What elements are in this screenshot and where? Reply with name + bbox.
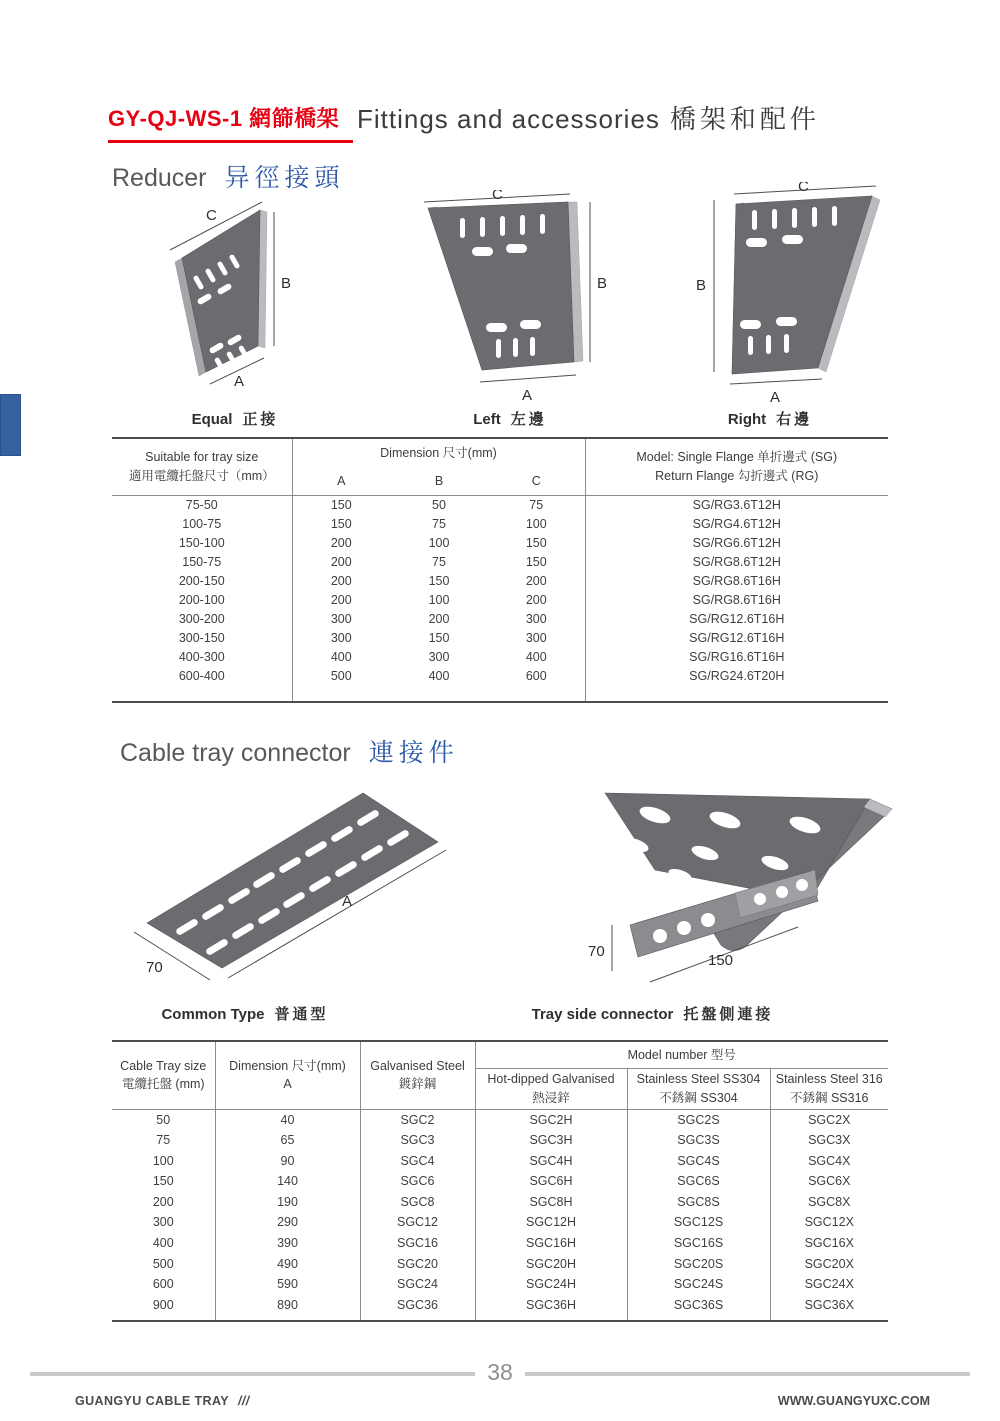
table-cell: 600-400 xyxy=(178,669,225,683)
table-cell: 490 xyxy=(215,1254,360,1275)
table-cell: 400 xyxy=(152,1236,174,1251)
table-cell: SG/RG3.6T12H xyxy=(585,496,888,516)
dim-label-length: 150 xyxy=(708,952,734,969)
table-cell: SG/RG8.6T16H xyxy=(585,572,888,591)
table-cell: 400-300 xyxy=(178,650,225,664)
table-cell: 200 xyxy=(292,534,390,553)
table-cell: SGC8X xyxy=(770,1192,888,1213)
footer-brand-marks: /// xyxy=(237,1394,250,1408)
table-cell: SGC20X xyxy=(770,1254,888,1275)
table-cell: SG/RG16.6T16H xyxy=(585,648,888,667)
connector-col3-header: Galvanised Steel 鍍鋅鋼 xyxy=(360,1041,475,1109)
connector-section-heading xyxy=(120,733,459,769)
table-cell: SGC36 xyxy=(360,1295,475,1322)
table-cell: SGC3 xyxy=(360,1130,475,1151)
caption-equal: Equal 正接 xyxy=(191,411,279,428)
table-cell: 600 xyxy=(525,669,547,683)
table-cell: 400 xyxy=(525,650,547,664)
table-cell: 150 xyxy=(428,631,450,645)
footer-brand: GUANGYU CABLE TRAY /// xyxy=(75,1394,250,1408)
table-cell: 300 xyxy=(525,631,547,645)
table-cell: 150 xyxy=(525,536,547,550)
table-cell: 400 xyxy=(292,648,390,667)
table-cell: 290 xyxy=(215,1212,360,1233)
connector-side-figure xyxy=(560,775,990,1020)
table-cell: 150 xyxy=(292,496,390,516)
table-cell: 200 xyxy=(525,574,547,588)
table-cell: 90 xyxy=(215,1151,360,1172)
reducer-section-heading xyxy=(112,158,345,194)
table-row xyxy=(112,1109,888,1130)
table-cell: 50 xyxy=(432,498,446,512)
connector-common-figure xyxy=(130,780,460,1000)
table-cell: 40 xyxy=(215,1109,360,1130)
table-row xyxy=(112,572,888,591)
dim-label-width: 70 xyxy=(146,959,163,976)
table-cell: 890 xyxy=(215,1295,360,1322)
table-cell: 500 xyxy=(152,1256,174,1271)
reducer-col1-header: Suitable for tray size 適用電纜托盤尺寸（mm） xyxy=(112,438,292,496)
table-cell: SGC20 xyxy=(360,1254,475,1275)
table-row xyxy=(112,553,888,572)
table-cell: SGC6X xyxy=(770,1171,888,1192)
table-row xyxy=(112,1212,888,1233)
table-cell: 200 xyxy=(428,612,450,626)
dim-label-b: B xyxy=(281,275,292,292)
table-cell: SGC6H xyxy=(475,1171,627,1192)
caption-left: Left 左邊 xyxy=(473,411,547,428)
table-cell: 50 xyxy=(156,1112,171,1127)
page-title-zh: 橋架和配件 xyxy=(669,104,820,134)
table-row xyxy=(112,1233,888,1254)
table-row xyxy=(112,534,888,553)
table-cell: 300 xyxy=(292,629,390,648)
table-cell: SG/RG12.6T16H xyxy=(585,610,888,629)
connector-table xyxy=(112,1040,888,1322)
table-cell: SGC16H xyxy=(475,1233,627,1254)
connector-sub1-header: Hot-dipped Galvanised 熱浸鋅 xyxy=(475,1069,627,1110)
table-cell: SG/RG6.6T12H xyxy=(585,534,888,553)
table-cell: SGC20S xyxy=(627,1254,770,1275)
table-cell: SGC4X xyxy=(770,1151,888,1172)
reducer-dim-header: Dimension 尺寸(mm) xyxy=(292,438,585,467)
table-cell: 300-200 xyxy=(178,612,225,626)
table-cell: SGC12X xyxy=(770,1212,888,1233)
footer-website: WWW.GUANGYUXC.COM xyxy=(777,1394,930,1408)
dim-label-a: A xyxy=(234,373,245,390)
table-row xyxy=(112,629,888,648)
table-cell: SGC36X xyxy=(770,1295,888,1322)
table-cell: 200 xyxy=(292,591,390,610)
connector-heading-zh: 連接件 xyxy=(368,739,459,767)
table-row xyxy=(112,1171,888,1192)
table-cell: SGC24 xyxy=(360,1274,475,1295)
table-cell: SGC8S xyxy=(627,1192,770,1213)
table-cell: 150 xyxy=(428,574,450,588)
table-cell: SG/RG4.6T12H xyxy=(585,515,888,534)
table-cell: SG/RG24.6T20H xyxy=(585,667,888,702)
reducer-table xyxy=(112,437,888,703)
table-cell: 150 xyxy=(292,515,390,534)
reducer-model-header: Model: Single Flange 单折邊式 (SG) Return Flange 勾折邊式 (RG) xyxy=(585,438,888,496)
table-cell: SGC12H xyxy=(475,1212,627,1233)
connector-col1-header: Cable Tray size 電纜托盤 (mm) xyxy=(112,1041,215,1109)
table-cell: 390 xyxy=(215,1233,360,1254)
reducer-dim-b: B xyxy=(390,467,488,496)
table-cell: 590 xyxy=(215,1274,360,1295)
table-cell: 65 xyxy=(215,1130,360,1151)
reducer-heading-zh: 异徑接頭 xyxy=(224,164,345,192)
table-cell: 100 xyxy=(428,536,450,550)
table-row xyxy=(112,1130,888,1151)
dim-label-b: B xyxy=(696,277,707,294)
table-cell: SGC20H xyxy=(475,1254,627,1275)
table-cell: 75 xyxy=(432,555,446,569)
table-cell: SGC12 xyxy=(360,1212,475,1233)
caption-common-type: Common Type 普通型 xyxy=(161,1006,329,1023)
page-edge-tab xyxy=(0,394,21,456)
table-cell: 150 xyxy=(525,555,547,569)
connector-model-group-header: Model number 型号 xyxy=(475,1041,888,1069)
connector-heading-en: Cable tray connector xyxy=(120,739,351,767)
table-cell: SG/RG8.6T12H xyxy=(585,553,888,572)
table-cell: 300 xyxy=(292,610,390,629)
table-cell: 100 xyxy=(525,517,547,531)
reducer-right-diagram xyxy=(690,182,890,408)
dim-label-a: A xyxy=(522,387,533,404)
table-cell: SGC16X xyxy=(770,1233,888,1254)
page-title xyxy=(357,99,820,136)
table-row xyxy=(112,610,888,629)
table-cell: 200-100 xyxy=(178,593,225,607)
table-cell: SGC2X xyxy=(770,1109,888,1130)
table-cell: 75-50 xyxy=(185,498,218,512)
table-cell: SGC3S xyxy=(627,1130,770,1151)
table-cell: 300 xyxy=(152,1215,174,1230)
dim-label-c: C xyxy=(492,190,503,203)
dim-label-c: C xyxy=(798,182,809,195)
table-cell: SGC4H xyxy=(475,1151,627,1172)
table-cell: SGC6 xyxy=(360,1171,475,1192)
table-cell: 400 xyxy=(428,669,450,683)
table-row xyxy=(112,667,888,702)
connector-sub2-header: Stainless Steel SS304 不銹鋼 SS304 xyxy=(627,1069,770,1110)
dim-label-a: A xyxy=(770,389,781,406)
table-cell: SGC4S xyxy=(627,1151,770,1172)
table-cell: SGC24H xyxy=(475,1274,627,1295)
table-cell: 75 xyxy=(156,1133,171,1148)
table-cell: 75 xyxy=(432,517,446,531)
table-row xyxy=(112,496,888,516)
table-cell: SGC12S xyxy=(627,1212,770,1233)
connector-sub3-header: Stainless Steel 316 不銹鋼 SS316 xyxy=(770,1069,888,1110)
table-cell: SG/RG12.6T16H xyxy=(585,629,888,648)
table-cell: 150 xyxy=(152,1174,174,1189)
table-cell: 100 xyxy=(428,593,450,607)
table-cell: 140 xyxy=(215,1171,360,1192)
table-cell: SGC3H xyxy=(475,1130,627,1151)
table-row xyxy=(112,515,888,534)
reducer-dim-a: A xyxy=(292,467,390,496)
table-cell: SGC8H xyxy=(475,1192,627,1213)
table-cell: SGC3X xyxy=(770,1130,888,1151)
caption-tray-side: Tray side connector 托盤側連接 xyxy=(531,1006,774,1023)
product-model-code: GY-QJ-WS-1 網篩橋架 xyxy=(108,102,353,143)
table-row xyxy=(112,1151,888,1172)
table-cell: SGC2H xyxy=(475,1109,627,1130)
page-title-en: Fittings and accessories xyxy=(357,104,660,134)
reducer-heading-en: Reducer xyxy=(112,164,207,192)
table-row xyxy=(112,1254,888,1275)
table-cell: 200 xyxy=(152,1194,174,1209)
table-cell: 150-100 xyxy=(178,536,225,550)
table-cell: SGC2 xyxy=(360,1109,475,1130)
table-cell: 190 xyxy=(215,1192,360,1213)
table-row xyxy=(112,1295,888,1322)
table-cell: 900 xyxy=(152,1297,174,1312)
dim-label-length: A xyxy=(342,893,353,910)
table-cell: 300-150 xyxy=(178,631,225,645)
table-cell: SGC8 xyxy=(360,1192,475,1213)
table-cell: SGC4 xyxy=(360,1151,475,1172)
caption-right: Right 右邊 xyxy=(727,411,813,428)
table-cell: 300 xyxy=(525,612,547,626)
table-cell: 200-150 xyxy=(178,574,225,588)
dim-label-c: C xyxy=(206,207,217,224)
table-cell: 600 xyxy=(152,1277,174,1292)
table-cell: 500 xyxy=(292,667,390,702)
table-row xyxy=(112,591,888,610)
table-cell: 200 xyxy=(525,593,547,607)
table-cell: SGC36S xyxy=(627,1295,770,1322)
table-row xyxy=(112,1192,888,1213)
reducer-dim-c: C xyxy=(488,467,585,496)
connector-col2-header: Dimension 尺寸(mm) A xyxy=(215,1041,360,1109)
table-cell: 300 xyxy=(428,650,450,664)
table-cell: SGC2S xyxy=(627,1109,770,1130)
table-cell: 75 xyxy=(529,498,544,512)
table-cell: SGC24X xyxy=(770,1274,888,1295)
table-cell: 200 xyxy=(292,572,390,591)
table-cell: SGC16 xyxy=(360,1233,475,1254)
table-cell: 200 xyxy=(292,553,390,572)
table-row xyxy=(112,648,888,667)
table-cell: SGC6S xyxy=(627,1171,770,1192)
table-cell: 100 xyxy=(152,1153,174,1168)
dim-label-b: B xyxy=(597,275,608,292)
table-cell: SGC36H xyxy=(475,1295,627,1322)
table-cell: SGC16S xyxy=(627,1233,770,1254)
table-cell: SG/RG8.6T16H xyxy=(585,591,888,610)
table-cell: 100-75 xyxy=(182,517,222,531)
reducer-equal-diagram xyxy=(140,196,330,408)
dim-label-width: 70 xyxy=(588,943,605,960)
table-cell: 150-75 xyxy=(182,555,222,569)
table-row xyxy=(112,1274,888,1295)
table-cell: SGC24S xyxy=(627,1274,770,1295)
reducer-left-diagram xyxy=(410,190,610,408)
page-number: 38 xyxy=(0,1359,1000,1386)
